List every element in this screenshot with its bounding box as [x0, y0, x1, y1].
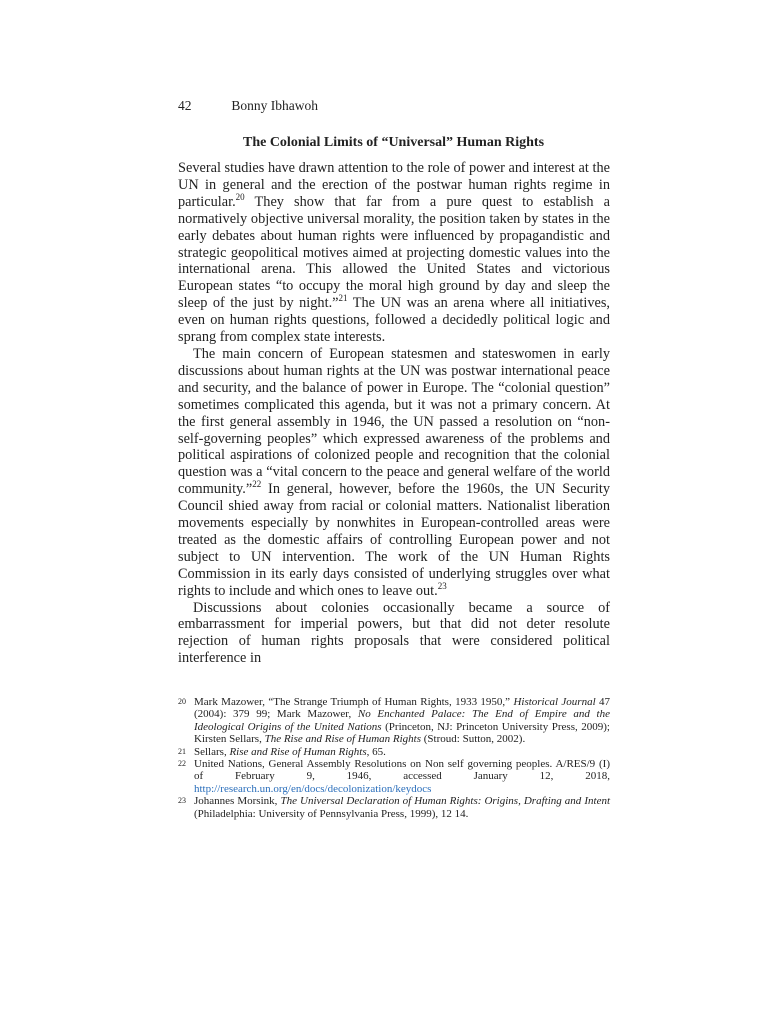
footnote-number: 22 [178, 759, 186, 769]
footnote [178, 746, 610, 758]
paragraph-text: The UN was an arena where all initiatives, even on human rights questions, followed a decidedly political logic and sprang from complex state interests. [178, 295, 610, 346]
paragraph [178, 346, 610, 600]
footnote [178, 795, 610, 820]
footnote-ref[interactable]: 22 [252, 479, 262, 490]
footnote-text: Sellars, Rise and Rise of Human Rights, 65. [194, 745, 386, 758]
footnote-text: Mark Mazower, “The Strange Triumph of Human Rights, 1933 1950,” Historical Journal 47 (2004): 379 99; Mark Mazower, No Enchanted Palace: The End of Empire and the Ideological Origins of the United Nations (Princeton, NJ: Princeton University Press, 2009); Kirsten Sellars, The Rise and Rise of Human Rights (Stroud: Sutton, 2002). [194, 696, 611, 746]
footnote [178, 696, 610, 746]
external-link[interactable]: http://research.un.org/en/docs/decolonization/keydocs [194, 782, 432, 795]
section-title: The Colonial Limits of “Universal” Human Rights [242, 135, 545, 150]
footnote-text: Johannes Morsink, The Universal Declaration of Human Rights: Origins, Drafting and Intent (Philadelphia: University of Pennsylvania Press, 1999), 12 14. [194, 795, 611, 820]
page-number: 42 [178, 98, 192, 113]
footnote-ref[interactable]: 21 [338, 293, 348, 304]
footnote-text: United Nations, General Assembly Resolutions on Non self governing peoples. A/RES/9 (I) of February 9, 1946, accessed January 12, 2018, http://research.un.org/en/docs/decolonization/keydocs [194, 758, 610, 795]
running-author: Bonny Ibhawoh [231, 98, 318, 113]
running-header [178, 98, 318, 114]
footnote-number: 20 [178, 697, 186, 706]
body-text [178, 160, 610, 667]
paragraph-text: Several studies have drawn attention to the role of power and interest at the UN in general and the erection of the postwar human rights regime in particular. [178, 160, 610, 210]
paragraph-text: In general, however, before the 1960s, the UN Security Council shied away from racial or colonial matters. Nationalist liberation movements especially by nonwhites in European-controlled areas were treated as the domestic affairs of controlling European power and not subject to UN intervention. The work of the UN Human Rights Commission in its early days consisted of underlying struggles over what rights to include and which ones to leave out. [178, 481, 610, 599]
footnote [178, 758, 610, 795]
footnote-ref[interactable]: 20 [235, 192, 245, 203]
footnotes [178, 696, 610, 820]
footnote-number: 21 [178, 746, 186, 756]
paragraph [178, 160, 610, 346]
footnote-number: 23 [178, 796, 186, 806]
paragraph-text: The main concern of European statesmen and stateswomen in early discussions about human rights at the UN was postwar international peace and security, and the balance of power in Europe. The “colonial question” sometimes complicated this agenda, but it was not a primary concern. At the first general assembly in 1946, the UN passed a resolution on “non-self-governing peoples” which expressed awareness of the problems and political aspirations of colonized people and recognition that the colonial question was a “vital concern to the peace and general welfare of the world community.” [178, 345, 610, 498]
paragraph-text: Discussions about colonies occasionally became a source of embarrassment for imperial powers, but that did not deter resolute rejection of human rights proposals that were considered political interference in [178, 599, 610, 667]
paragraph-text: They show that far from a pure quest to establish a normatively objective universal morality, the position taken by states in the early debates about human rights were influenced by propagandistic and strategic geopolitical motives aimed at projecting domestic values into the international arena. This allowed the United States and victorious European states “to occupy the moral high ground by day and sleep the sleep of the just by night.” [178, 193, 610, 312]
paragraph [178, 600, 610, 668]
footnote-ref[interactable]: 23 [437, 580, 447, 591]
